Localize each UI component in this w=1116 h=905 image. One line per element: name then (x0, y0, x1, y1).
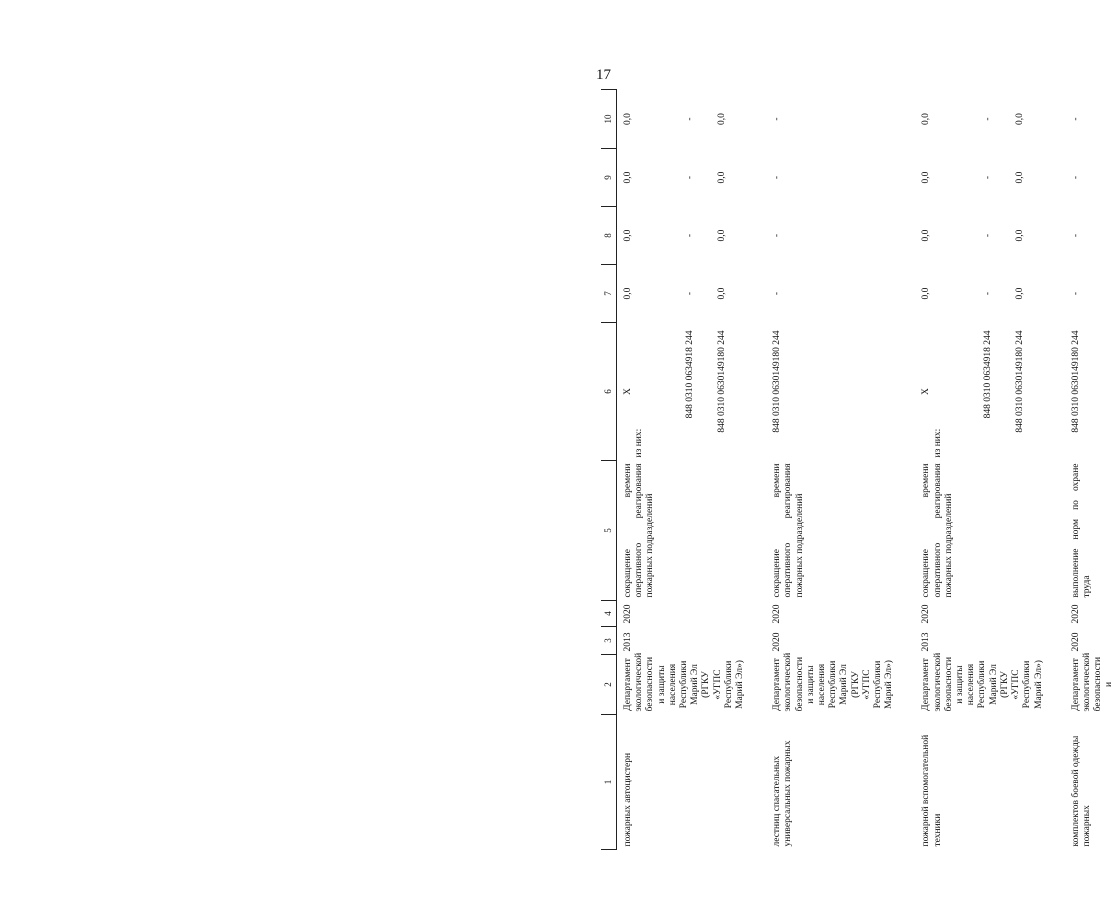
budget-code-x: Х (623, 388, 633, 395)
column-number: 8 (601, 207, 617, 265)
table-body (617, 90, 1116, 850)
value-cell: - (772, 291, 783, 296)
rotated-table-area (601, 90, 1115, 850)
column-number: 6 (601, 323, 617, 461)
expected-result: сокращение времени оперативного реагирования пожарных подразделений (921, 463, 954, 598)
table-row (1065, 90, 1116, 850)
column-number: 3 (601, 627, 617, 655)
budget-code: 848 0310 0634918 244 (684, 330, 695, 419)
value-cell: - (1070, 175, 1081, 180)
value-cell: - (772, 233, 783, 238)
value-cell: 0,0 (921, 113, 932, 125)
value-cell: - (1070, 117, 1081, 121)
table-row (915, 90, 980, 850)
value-cell: 0,0 (1015, 113, 1026, 125)
value-cell: 0,0 (1015, 287, 1026, 300)
column-number: 1 (601, 715, 617, 850)
value-cell: - (684, 291, 695, 296)
budget-code-cell (915, 323, 980, 461)
value-cell: 0,0 (921, 171, 932, 184)
value-cell: 0,0 (717, 287, 728, 300)
value-cell: - (1070, 291, 1081, 296)
value-cell: 0,0 (717, 171, 728, 184)
column-number-header (601, 90, 617, 850)
budget-code-x: Х (921, 388, 932, 395)
agency-name: Департамент экологической безопасности и защиты населения Республики Марий Эл (РГКУ «УГПС Республики Марий Эл») (623, 652, 746, 712)
of-them-label: из них: (932, 428, 943, 458)
column-number: 2 (601, 655, 617, 715)
year-end: 2020 (1070, 604, 1081, 624)
column-number: 10 (601, 90, 617, 149)
value-cell: 0,0 (717, 113, 728, 125)
value-cell: 0,0 (717, 229, 728, 242)
column-number: 9 (601, 149, 617, 207)
column-number: 5 (601, 461, 617, 601)
expected-result: сокращение времени оперативного реагирования пожарных подразделений (772, 463, 805, 598)
agency-name: Департамент экологической безопасности и (1070, 652, 1115, 712)
value-cell: 0,0 (623, 171, 633, 184)
agency-name: Департамент экологической безопасности и защиты населения Республики Марий Эл (РГКУ «УГПС Республики Марий Эл») (921, 652, 1044, 712)
column-number: 4 (601, 601, 617, 627)
value-cell: - (983, 117, 994, 121)
table-row (766, 90, 895, 850)
value-cell: 0,0 (1015, 229, 1026, 242)
item-name: лестниц спасательных универсальных пожарных (772, 740, 794, 847)
budget-code: 848 0310 0630149180 244 (772, 330, 783, 433)
row-spacer (746, 90, 766, 850)
budget-code: 848 0310 0630149180 244 (1070, 330, 1081, 433)
value-cell: - (983, 175, 994, 180)
value-cell: - (772, 175, 783, 180)
item-name: комплектов боевой одежды пожарных (1070, 735, 1092, 847)
item-name: пожарной вспомогательной техники (921, 734, 943, 847)
expected-result: выполнение норм по охране труда (1070, 463, 1092, 598)
of-them-label: из них: (634, 428, 645, 458)
value-cell: - (684, 117, 695, 121)
row-spacer (1045, 90, 1065, 850)
value-cell: 0,0 (921, 287, 932, 300)
value-cell: 0,0 (623, 229, 633, 242)
column-number: 7 (601, 265, 617, 323)
value-cell: - (983, 233, 994, 238)
value-cell: 0,0 (623, 113, 633, 125)
budget-table (601, 89, 1116, 850)
agency-name: Департамент экологической безопасности и защиты населения Республики Марий Эл (РГКУ «УГПС Республики Марий Эл») (772, 652, 895, 712)
value-cell: 0,0 (921, 229, 932, 242)
year-end: 2020 (772, 604, 783, 624)
item-name: пожарных автоцистерн (623, 752, 633, 847)
year-start: 2013 (623, 632, 633, 652)
year-end: 2020 (623, 604, 633, 624)
year-start: 2020 (772, 632, 783, 652)
table-row (617, 90, 682, 850)
page-number: 17 (596, 67, 611, 83)
year-start: 2013 (921, 632, 932, 652)
row-spacer (895, 90, 915, 850)
value-cell: - (1070, 233, 1081, 238)
value-cell: - (772, 117, 783, 121)
expected-result: сокращение времени оперативного реагирования пожарных подразделений (623, 463, 656, 598)
value-cell: - (983, 291, 994, 296)
value-cell: - (684, 175, 695, 180)
budget-code-cell (617, 323, 682, 461)
budget-code: 848 0310 0634918 244 (983, 330, 994, 419)
year-end: 2020 (921, 604, 932, 624)
value-cell: 0,0 (1015, 171, 1026, 184)
year-start: 2020 (1070, 632, 1081, 652)
budget-code: 848 0310 0630149180 244 (1015, 330, 1026, 433)
budget-code: 848 0310 0630149180 244 (717, 330, 728, 433)
value-cell: - (684, 233, 695, 238)
value-cell: 0,0 (623, 287, 633, 300)
